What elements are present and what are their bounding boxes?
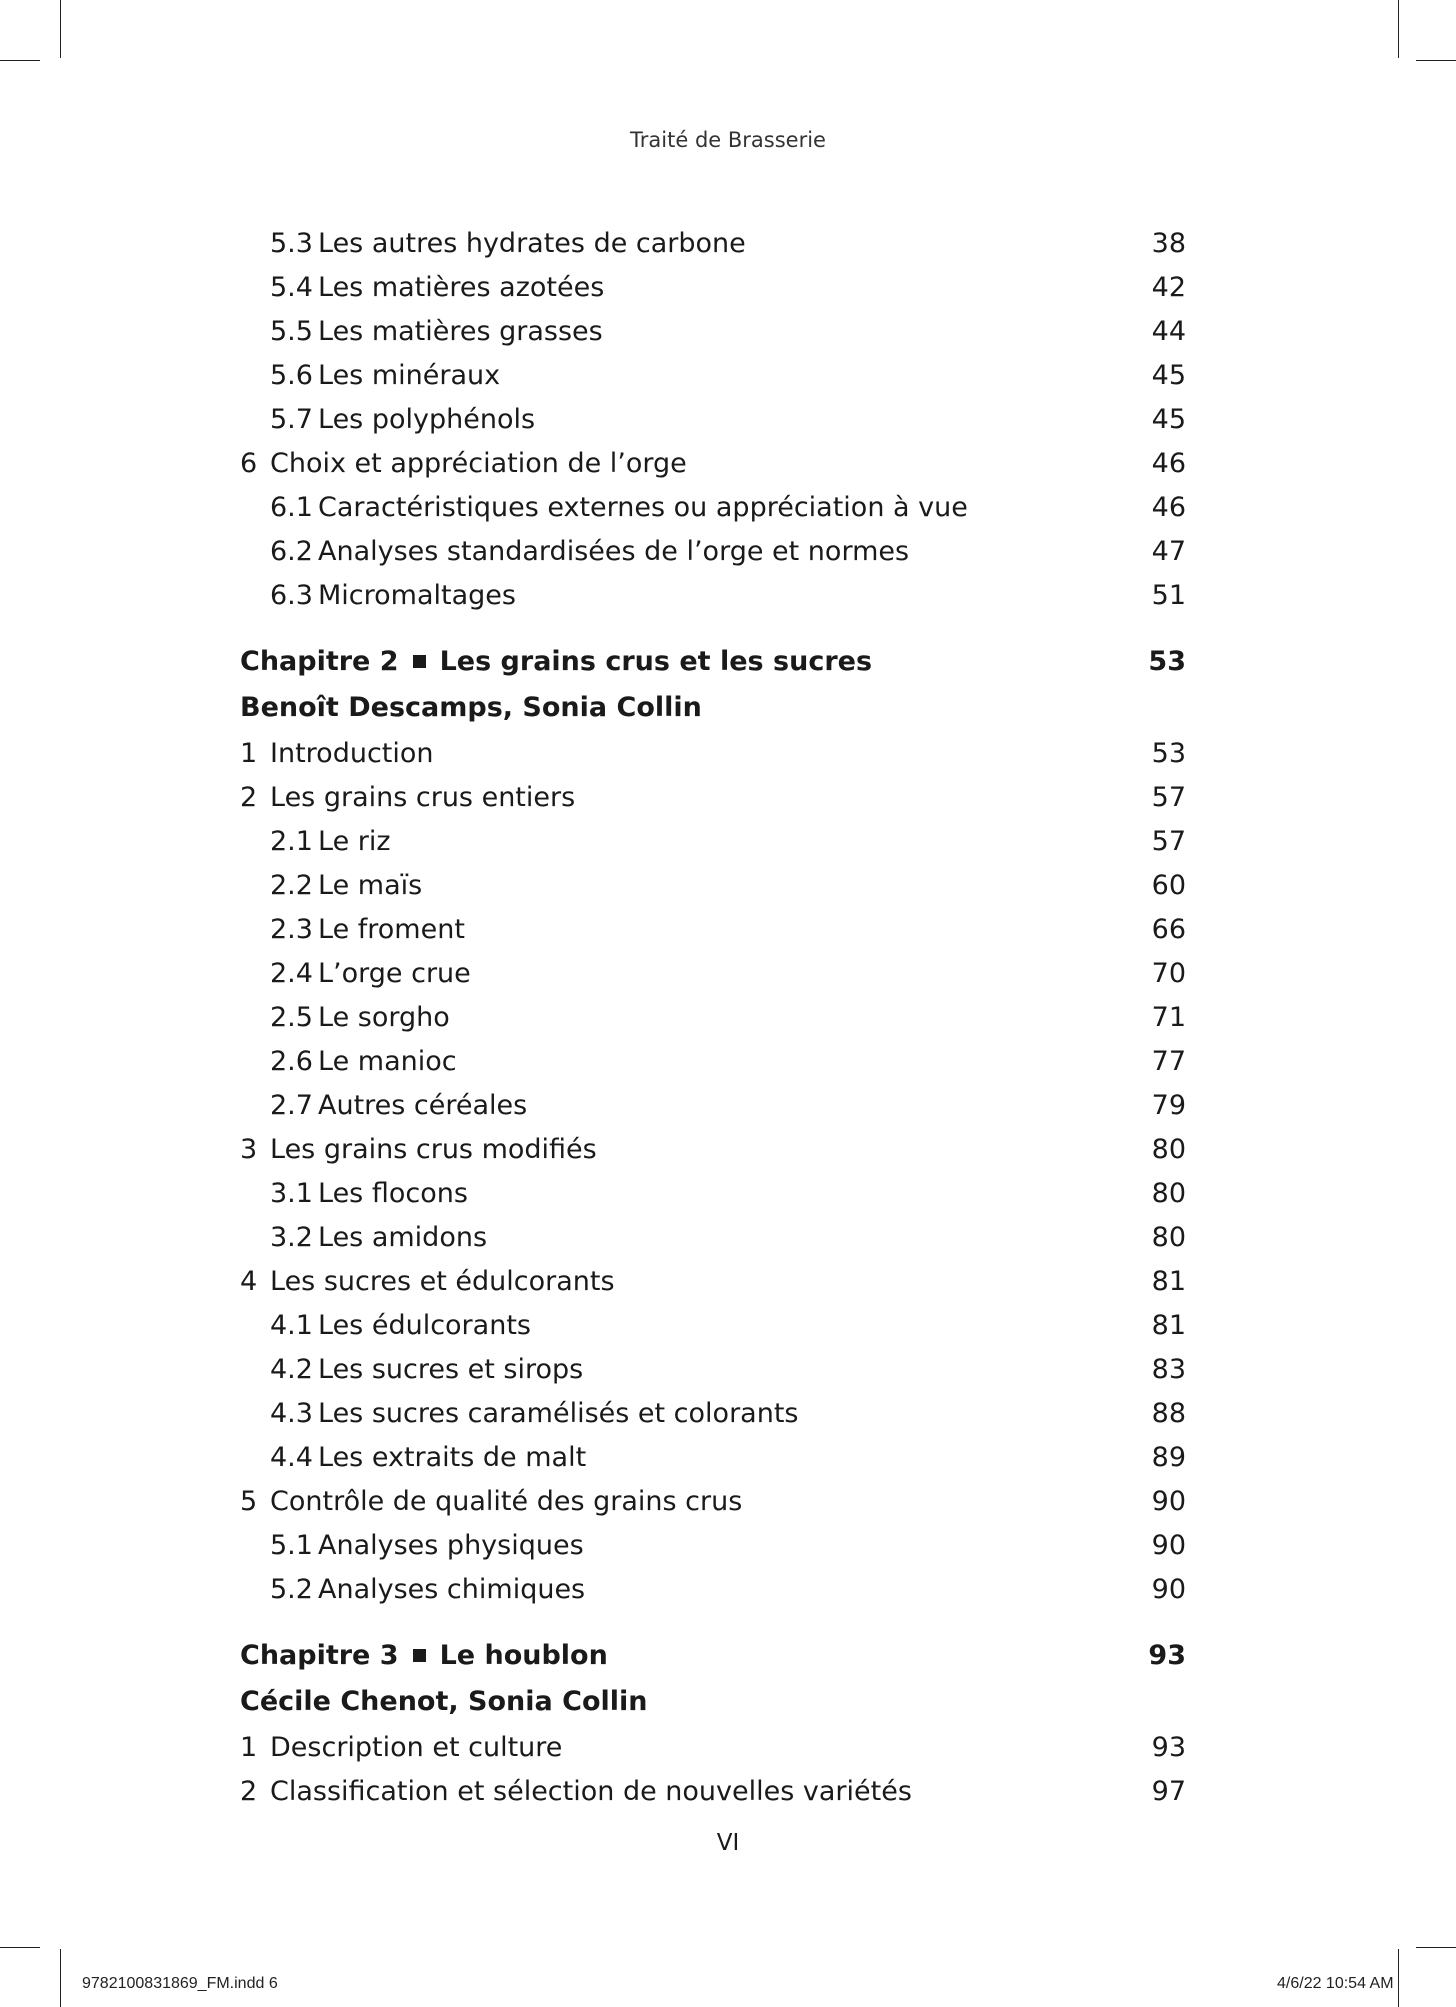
section-number: 3.2 [270,1222,313,1253]
page-number: 47 [1151,536,1186,567]
toc-subsection [240,354,1186,398]
toc-subsection [240,1392,1186,1436]
section-number: 2.4 [270,958,313,989]
section-title: Choix et appréciation de l’orge [270,448,687,479]
toc-section [240,1770,1186,1814]
page-number: 81 [1151,1310,1186,1341]
chapter-number: Chapitre 2 [240,646,399,677]
section-title: Le sorgho [318,1002,450,1033]
toc-subsection [240,996,1186,1040]
table-of-contents [240,222,1186,1814]
crop-mark [1398,1949,1399,2007]
toc-section [240,732,1186,776]
author-names: Cécile Chenot, Sonia Collin [240,1686,648,1717]
toc-subsection [240,222,1186,266]
section-number: 2.2 [270,870,313,901]
section-number: 4.2 [270,1354,313,1385]
section-title: Les sucres et sirops [318,1354,584,1385]
section-number: 2.5 [270,1002,313,1033]
toc-subsection [240,1040,1186,1084]
page-number: 53 [1148,646,1186,677]
section-number: 5.1 [270,1530,313,1561]
section-title: Les matières azotées [318,272,605,303]
section-title: Le maïs [318,870,423,901]
section-title: Les grains crus entiers [270,782,576,813]
section-title: Contrôle de qualité des grains crus [270,1486,743,1517]
chapter-title: Le houblon [439,1640,608,1671]
page-number: 90 [1151,1530,1186,1561]
toc-subsection [240,1216,1186,1260]
section-title: Les polyphénols [318,404,536,435]
section-number: 4.1 [270,1310,313,1341]
page-number: 93 [1151,1732,1186,1763]
section-number: 5 [240,1486,258,1517]
toc-subsection [240,864,1186,908]
section-number: 1 [240,738,258,769]
section-number: 2.3 [270,914,313,945]
toc-subsection [240,266,1186,310]
section-number: 6.1 [270,492,313,523]
page-number: 46 [1151,492,1186,523]
toc-authors [240,686,1186,732]
section-number: 4.3 [270,1398,313,1429]
page-number: 51 [1151,580,1186,611]
toc-subsection [240,1568,1186,1612]
toc-subsection [240,310,1186,354]
section-title: Analyses chimiques [318,1574,586,1605]
section-title: L’orge crue [318,958,471,989]
toc-section [240,1726,1186,1770]
page-number: 80 [1151,1134,1186,1165]
page-number: 42 [1151,272,1186,303]
toc-subsection [240,486,1186,530]
section-title: Les édulcorants [318,1310,531,1341]
crop-mark [60,1949,61,2007]
section-number: 5.2 [270,1574,313,1605]
section-title: Analyses physiques [318,1530,584,1561]
page-number: 38 [1151,228,1186,259]
page-number: 60 [1151,870,1186,901]
slug-date: 4/6/22 10:54 AM [1277,1975,1394,1992]
toc-chapter-heading [240,1634,1186,1680]
chapter-title: Les grains crus et les sucres [439,646,873,677]
toc-subsection [240,1348,1186,1392]
square-bullet-icon [413,1649,426,1662]
toc-subsection [240,1172,1186,1216]
page-number: 53 [1151,738,1186,769]
page-number: 66 [1151,914,1186,945]
page-number: 77 [1151,1046,1186,1077]
section-number: 2.7 [270,1090,313,1121]
page-number: 70 [1151,958,1186,989]
crop-mark [0,1947,40,1948]
toc-subsection [240,908,1186,952]
section-title: Les sucres et édulcorants [270,1266,615,1297]
section-title: Les matières grasses [318,316,603,347]
section-title: Analyses standardisées de l’orge et normes [318,536,910,567]
page-number: 80 [1151,1178,1186,1209]
toc-subsection [240,530,1186,574]
section-title: Les sucres caramélisés et colorants [318,1398,799,1429]
square-bullet-icon [413,655,426,668]
section-title: Les grains crus modifiés [270,1134,597,1165]
section-title: Caractéristiques externes ou appréciation à vue [318,492,968,523]
toc-subsection [240,1084,1186,1128]
section-number: 3.1 [270,1178,313,1209]
section-number: 4 [240,1266,258,1297]
section-number: 2 [240,1776,258,1807]
toc-subsection [240,820,1186,864]
page-number: 71 [1151,1002,1186,1033]
section-number: 2 [240,782,258,813]
section-number: 5.3 [270,228,313,259]
section-title: Les extraits de malt [318,1442,587,1473]
section-title: Micromaltages [318,580,516,611]
section-title: Le manioc [318,1046,457,1077]
page-number: 88 [1151,1398,1186,1429]
toc-section [240,1128,1186,1172]
toc-section [240,1260,1186,1304]
page-number: 45 [1151,404,1186,435]
section-number: 5.6 [270,360,313,391]
crop-mark [1416,1947,1456,1948]
section-number: 6.2 [270,536,313,567]
crop-mark [0,60,40,61]
section-number: 5.5 [270,316,313,347]
toc-subsection [240,952,1186,996]
section-title: Le froment [318,914,465,945]
toc-section [240,776,1186,820]
crop-mark [60,0,61,58]
section-title: Introduction [270,738,434,769]
toc-subsection [240,574,1186,618]
section-title: Les flocons [318,1178,468,1209]
crop-mark [1416,60,1456,61]
toc-subsection [240,398,1186,442]
page-number: 45 [1151,360,1186,391]
page-number: 79 [1151,1090,1186,1121]
toc-authors [240,1680,1186,1726]
page-number: 80 [1151,1222,1186,1253]
section-number: 6.3 [270,580,313,611]
section-title: Description et culture [270,1732,563,1763]
toc-subsection [240,1304,1186,1348]
section-title: Le riz [318,826,391,857]
section-title: Autres céréales [318,1090,528,1121]
toc-section [240,1480,1186,1524]
toc-chapter-heading [240,640,1186,686]
section-title: Classification et sélection de nouvelles variétés [270,1776,912,1807]
section-title: Les autres hydrates de carbone [318,228,746,259]
page-number: 97 [1151,1776,1186,1807]
crop-mark [1398,0,1399,58]
page-number: 90 [1151,1574,1186,1605]
section-number: 4.4 [270,1442,313,1473]
section-number: 6 [240,448,258,479]
toc-subsection [240,1436,1186,1480]
author-names: Benoît Descamps, Sonia Collin [240,692,702,723]
toc-subsection [240,1524,1186,1568]
section-number: 5.7 [270,404,313,435]
section-title: Les amidons [318,1222,488,1253]
page-number: 90 [1151,1486,1186,1517]
section-number: 2.6 [270,1046,313,1077]
toc-section [240,442,1186,486]
page-folio: VI [716,1830,740,1856]
section-number: 5.4 [270,272,313,303]
chapter-number: Chapitre 3 [240,1640,399,1671]
page-number: 46 [1151,448,1186,479]
page-number: 89 [1151,1442,1186,1473]
slug-file: 9782100831869_FM.indd 6 [82,1975,278,1992]
page-number: 57 [1151,826,1186,857]
page-number: 93 [1148,1640,1186,1671]
section-title: Les minéraux [318,360,501,391]
page-number: 44 [1151,316,1186,347]
section-number: 2.1 [270,826,313,857]
section-number: 1 [240,1732,258,1763]
page-number: 57 [1151,782,1186,813]
running-head: Traité de Brasserie [630,128,826,152]
section-number: 3 [240,1134,258,1165]
page-number: 83 [1151,1354,1186,1385]
page-number: 81 [1151,1266,1186,1297]
